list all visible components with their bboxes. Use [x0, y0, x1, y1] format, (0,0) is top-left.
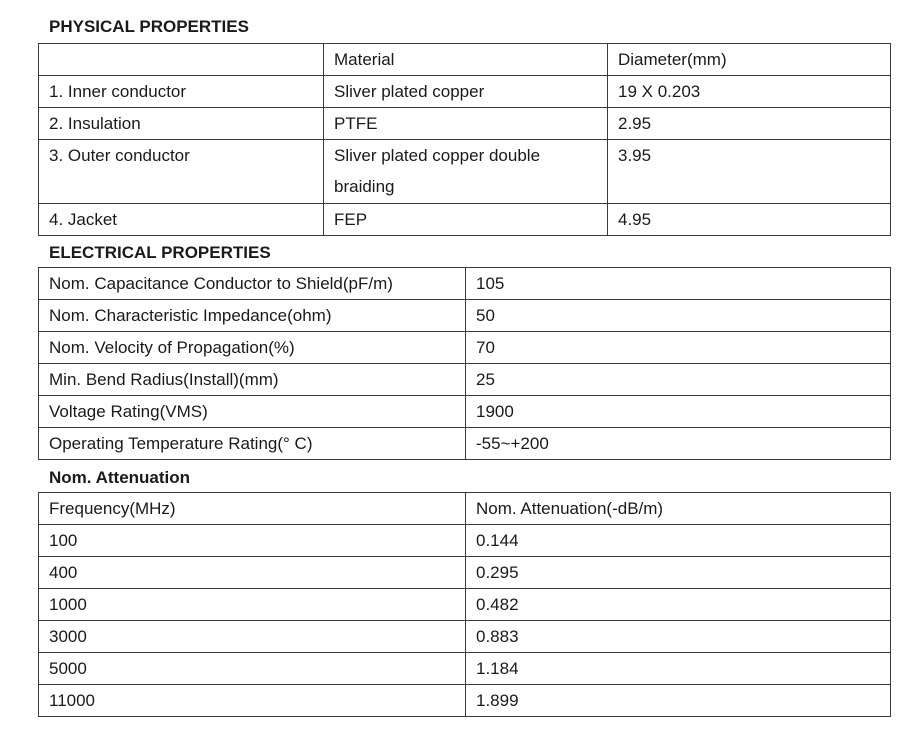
electrical-properties-title: ELECTRICAL PROPERTIES [49, 243, 271, 262]
electrical-properties-table [38, 267, 891, 460]
table-header-row [39, 44, 891, 76]
value-cell: 25 [466, 364, 891, 396]
property-cell: Min. Bend Radius(Install)(mm) [39, 364, 466, 396]
attenuation-cell: 0.144 [466, 525, 891, 557]
physical-properties-table [38, 43, 891, 236]
table-row [39, 396, 891, 428]
value-cell: 70 [466, 332, 891, 364]
property-cell: Nom. Velocity of Propagation(%) [39, 332, 466, 364]
table-row [39, 268, 891, 300]
value-cell: 105 [466, 268, 891, 300]
table-row [39, 525, 891, 557]
table-header-row [39, 493, 891, 525]
property-cell: Nom. Capacitance Conductor to Shield(pF/m) [39, 268, 466, 300]
property-cell: Nom. Characteristic Impedance(ohm) [39, 300, 466, 332]
header-cell-diameter: Diameter(mm) [608, 44, 891, 76]
table-row [39, 428, 891, 460]
table-row [39, 204, 891, 236]
diameter-cell: 3.95 [608, 140, 891, 204]
component-cell: 2. Insulation [39, 108, 324, 140]
header-cell-material: Material [324, 44, 608, 76]
header-cell-attenuation: Nom. Attenuation(-dB/m) [466, 493, 891, 525]
value-cell: 1900 [466, 396, 891, 428]
material-cell: Sliver plated copper double braiding [324, 140, 608, 204]
property-cell: Operating Temperature Rating(° C) [39, 428, 466, 460]
value-cell: -55~+200 [466, 428, 891, 460]
header-cell-blank [39, 44, 324, 76]
component-cell: 3. Outer conductor [39, 140, 324, 204]
component-cell: 4. Jacket [39, 204, 324, 236]
attenuation-cell: 0.295 [466, 557, 891, 589]
attenuation-cell: 1.899 [466, 685, 891, 717]
attenuation-cell: 0.883 [466, 621, 891, 653]
table-row [39, 621, 891, 653]
material-cell: PTFE [324, 108, 608, 140]
table-row [39, 364, 891, 396]
table-row [39, 332, 891, 364]
frequency-cell: 5000 [39, 653, 466, 685]
frequency-cell: 400 [39, 557, 466, 589]
diameter-cell: 19 X 0.203 [608, 76, 891, 108]
table-row [39, 76, 891, 108]
diameter-cell: 4.95 [608, 204, 891, 236]
table-row [39, 300, 891, 332]
table-row [39, 140, 891, 204]
component-cell: 1. Inner conductor [39, 76, 324, 108]
table-row [39, 685, 891, 717]
table-row [39, 108, 891, 140]
table-row [39, 653, 891, 685]
frequency-cell: 1000 [39, 589, 466, 621]
table-row [39, 589, 891, 621]
attenuation-table [38, 492, 891, 717]
table-row [39, 557, 891, 589]
diameter-cell: 2.95 [608, 108, 891, 140]
material-cell: Sliver plated copper [324, 76, 608, 108]
nom-attenuation-title: Nom. Attenuation [49, 468, 191, 487]
frequency-cell: 11000 [39, 685, 466, 717]
frequency-cell: 100 [39, 525, 466, 557]
value-cell: 50 [466, 300, 891, 332]
attenuation-cell: 1.184 [466, 653, 891, 685]
material-cell: FEP [324, 204, 608, 236]
frequency-cell: 3000 [39, 621, 466, 653]
header-cell-frequency: Frequency(MHz) [39, 493, 466, 525]
attenuation-cell: 0.482 [466, 589, 891, 621]
property-cell: Voltage Rating(VMS) [39, 396, 466, 428]
physical-properties-title: PHYSICAL PROPERTIES [49, 17, 249, 36]
